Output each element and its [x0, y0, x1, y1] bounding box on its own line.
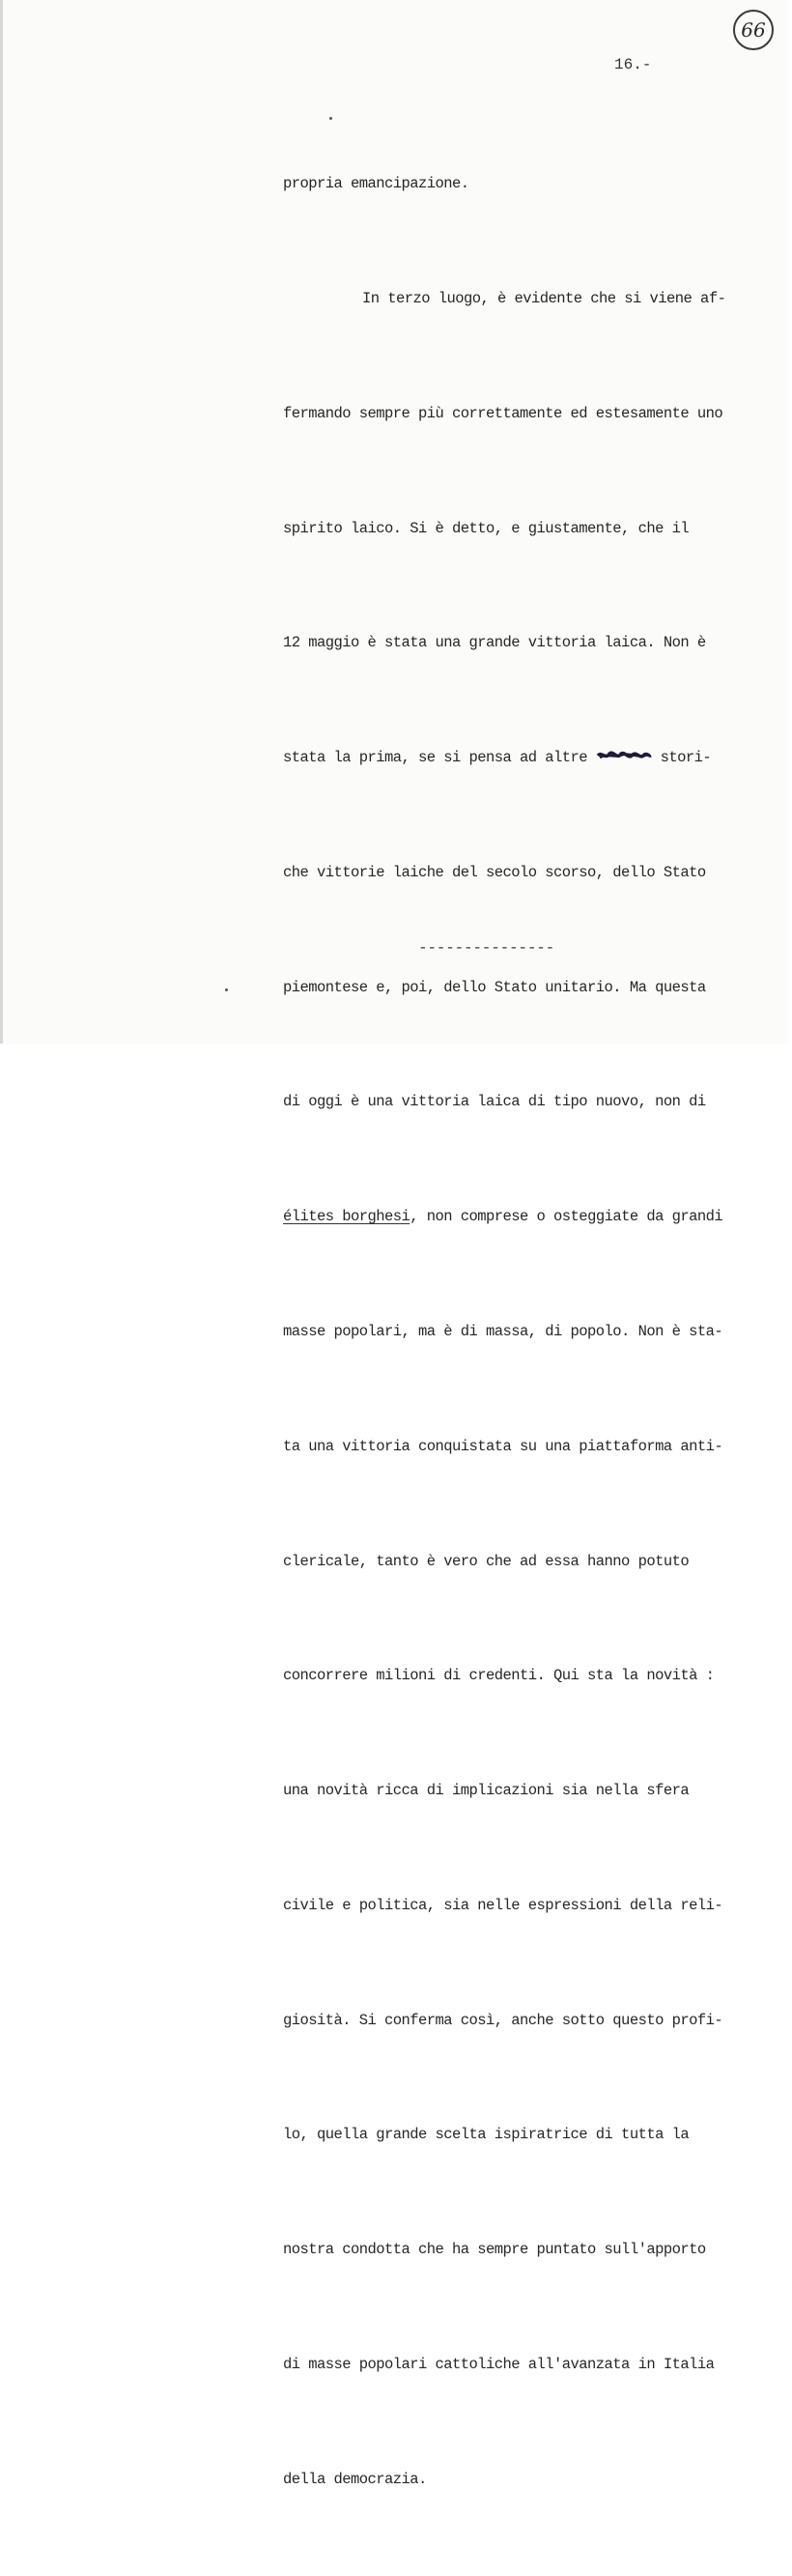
text-line-13: clericale, tanto è vero che ad essa hanno potuto [283, 1552, 690, 1570]
text-line-18: lo, quella grande scelta ispiratrice di tutta la [283, 2126, 690, 2144]
text-line-10-rest: , non comprese o osteggiate da grandi [410, 1208, 723, 1226]
text-line-8: piemontese e, poi, dello Stato unitario. Ma questa [283, 978, 706, 996]
text-line-20: di masse popolari cattoliche all'avanzata in Italia [283, 2356, 715, 2374]
text-line-21: della democrazia. [283, 2470, 427, 2488]
text-line-12: ta una vittoria conquistata su una piattaforma anti- [283, 1437, 723, 1455]
text-line-6-start: stata la prima, se si pensa ad altre [283, 749, 596, 767]
text-line-7: che vittorie laiche del secolo scorso, dello Stato [283, 863, 706, 881]
text-line-6 [283, 739, 792, 778]
text-line-4: spirito laico. Si è detto, e giustamente, che il [283, 519, 690, 537]
page-number: 16.- [614, 56, 652, 73]
body-text [283, 89, 792, 2576]
underlined-phrase: élites borghesi [283, 1208, 410, 1226]
end-separator: --------------- [418, 939, 555, 957]
text-line-5: 12 maggio è stata una grande vittoria laica. Non è [283, 634, 706, 652]
text-line-2 [283, 280, 792, 319]
text-line-15: una novità ricca di implicazioni sia nella sfera [283, 1782, 690, 1800]
text-line-6-end: stori- [651, 749, 712, 767]
text-line-2-content: In terzo luogo, è evidente che si viene af- [362, 289, 726, 307]
text-line-9: di oggi è una vittoria laica di tipo nuovo, non di [283, 1093, 706, 1111]
archive-page-stamp [733, 10, 774, 50]
text-line-17: giosità. Si conferma così, anche sotto questo profi- [283, 2011, 723, 2029]
text-line-11: masse popolari, ma è di massa, di popolo. Non è sta- [283, 1323, 723, 1340]
text-line-19: nostra condotta che ha sempre puntato sull'apporto [283, 2241, 706, 2259]
strikeout-scribble-icon [596, 750, 652, 761]
ink-speck-dot [329, 117, 332, 120]
text-line-1: propria emancipazione. [283, 175, 469, 193]
text-line-16: civile e politica, sia nelle espressioni della reli- [283, 1896, 723, 1914]
text-line-10 [283, 1198, 792, 1237]
text-line-3: fermando sempre più correttamente ed estesamente uno [283, 404, 723, 422]
stamp-number: 66 [741, 18, 766, 42]
ink-speck-dot [225, 988, 228, 991]
text-line-14: concorrere milioni di credenti. Qui sta la novità : [283, 1667, 715, 1685]
